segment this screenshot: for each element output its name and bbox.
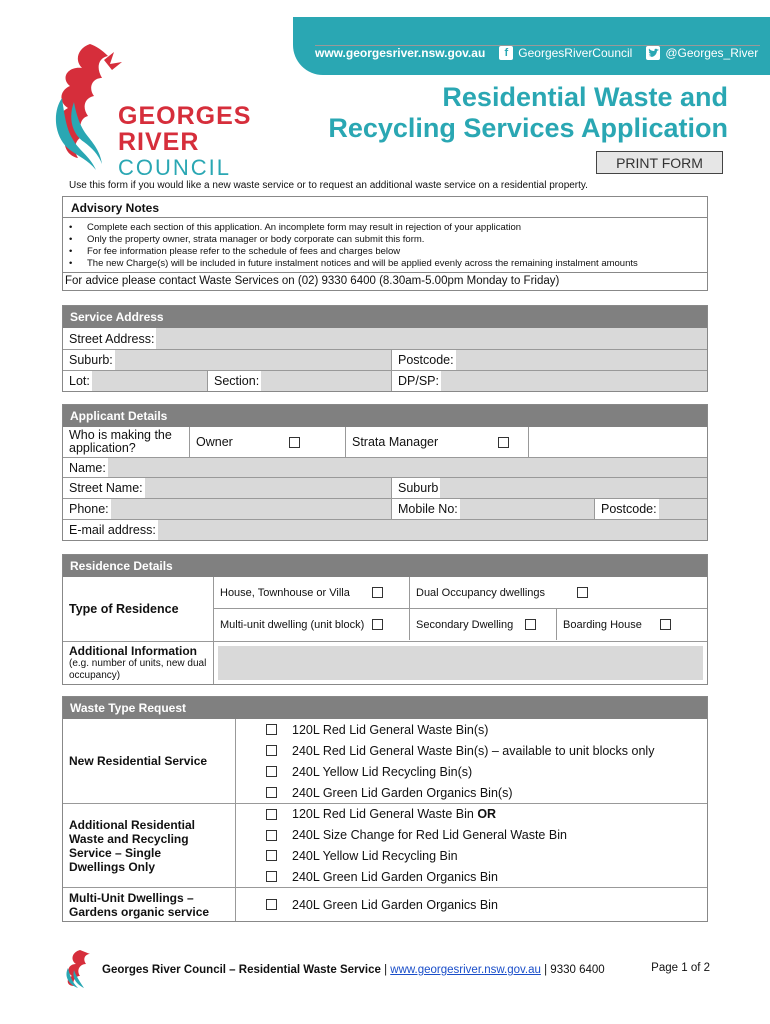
email-field[interactable] bbox=[63, 520, 707, 540]
field-label: Postcode: bbox=[398, 353, 454, 367]
multi-unit-service-label: Multi-Unit Dwellings – Gardens organic service bbox=[69, 890, 210, 919]
advisory-contact: For advice please contact Waste Services on (02) 9330 6400 (8.30am-5.00pm Monday to Friday) bbox=[63, 272, 707, 287]
advisory-item: • For fee information please refer to the schedule of fees and charges below bbox=[67, 246, 707, 258]
option-checkbox[interactable] bbox=[266, 809, 277, 820]
dragon-emblem-icon bbox=[48, 38, 128, 178]
footer-phone: 9330 6400 bbox=[550, 964, 605, 976]
house-option[interactable] bbox=[214, 577, 409, 608]
facebook-link[interactable]: GeorgesRiverCouncil bbox=[518, 46, 633, 60]
applicant-postcode-field[interactable] bbox=[594, 499, 707, 519]
section-heading: Service Address bbox=[63, 306, 707, 328]
street-name-field[interactable] bbox=[63, 478, 391, 498]
option-label: 240L Red Lid General Waste Bin(s) – available to unit blocks only bbox=[292, 743, 655, 758]
footer-separator: | bbox=[540, 964, 551, 976]
advisory-item: • Complete each section of this application. An incomplete form may result in rejection of your application bbox=[67, 222, 707, 234]
secondary-dwelling-option[interactable] bbox=[409, 609, 556, 640]
additional-service-option[interactable] bbox=[266, 807, 707, 821]
applicant-details-section bbox=[62, 404, 708, 541]
option-label: 240L Size Change for Red Lid General Waste Bin bbox=[292, 828, 567, 843]
logo-line-1: GEORGES bbox=[118, 102, 252, 130]
phone-field[interactable] bbox=[63, 499, 391, 519]
option-label: 120L Red Lid General Waste Bin bbox=[292, 807, 474, 822]
advisory-heading: Advisory Notes bbox=[63, 197, 707, 218]
new-service-option[interactable] bbox=[266, 786, 707, 800]
title-line-1: Residential Waste and bbox=[442, 82, 728, 112]
secondary-dwelling-checkbox[interactable] bbox=[525, 619, 536, 630]
advisory-item: • Only the property owner, strata manager or body corporate can submit this form. bbox=[67, 234, 707, 246]
boarding-house-option[interactable] bbox=[556, 609, 707, 640]
house-checkbox[interactable] bbox=[372, 587, 383, 598]
strata-manager-checkbox[interactable] bbox=[498, 437, 509, 448]
mobile-field[interactable] bbox=[391, 499, 594, 519]
owner-option[interactable] bbox=[189, 427, 345, 457]
field-label: Lot: bbox=[69, 374, 90, 388]
service-address-section bbox=[62, 305, 708, 392]
option-checkbox[interactable] bbox=[266, 766, 277, 777]
additional-info-field[interactable] bbox=[213, 642, 707, 684]
footer-logo-icon bbox=[62, 948, 96, 988]
option-label: Owner bbox=[196, 435, 233, 449]
footer-text bbox=[102, 964, 605, 976]
option-checkbox[interactable] bbox=[266, 724, 277, 735]
new-service-option[interactable] bbox=[266, 723, 707, 737]
option-checkbox[interactable] bbox=[266, 850, 277, 861]
multi-unit-service-option[interactable] bbox=[266, 898, 498, 912]
strata-manager-option[interactable] bbox=[345, 427, 528, 457]
option-label: 240L Yellow Lid Recycling Bin bbox=[292, 848, 458, 863]
postcode-field[interactable] bbox=[391, 350, 707, 370]
multi-unit-checkbox[interactable] bbox=[372, 619, 383, 630]
applicant-type-label: Who is making the application? bbox=[69, 428, 172, 455]
field-label: Street Name: bbox=[69, 481, 143, 495]
street-address-field[interactable] bbox=[63, 328, 707, 349]
field-label: Phone: bbox=[69, 502, 109, 516]
additional-service-option[interactable] bbox=[266, 849, 707, 863]
option-label: 240L Yellow Lid Recycling Bin(s) bbox=[292, 764, 473, 779]
owner-checkbox[interactable] bbox=[289, 437, 300, 448]
print-form-button[interactable]: PRINT FORM bbox=[596, 151, 723, 174]
page-title bbox=[328, 82, 728, 144]
logo-line-3: COUNCIL bbox=[118, 155, 232, 180]
field-label: Name: bbox=[69, 460, 106, 475]
facebook-icon: f bbox=[499, 46, 513, 60]
footer-separator: | bbox=[380, 964, 391, 976]
option-or: OR bbox=[477, 807, 497, 822]
option-label: House, Townhouse or Villa bbox=[220, 586, 350, 599]
field-label: Section: bbox=[214, 374, 260, 388]
lot-field[interactable] bbox=[63, 371, 207, 391]
twitter-icon bbox=[646, 46, 660, 60]
section-field[interactable] bbox=[207, 371, 391, 391]
new-service-label: New Residential Service bbox=[69, 754, 208, 768]
field-label: Street Address: bbox=[69, 331, 155, 346]
option-checkbox[interactable] bbox=[266, 787, 277, 798]
field-label: DP/SP: bbox=[398, 374, 439, 388]
section-heading: Applicant Details bbox=[63, 405, 707, 427]
residence-details-section bbox=[62, 554, 708, 685]
logo-line-2: RIVER bbox=[118, 128, 200, 156]
section-heading: Residence Details bbox=[63, 555, 707, 577]
field-label: Suburb: bbox=[69, 353, 113, 367]
advisory-list bbox=[63, 218, 707, 270]
name-field[interactable] bbox=[63, 458, 707, 477]
option-label: Multi-unit dwelling (unit block) bbox=[220, 618, 365, 631]
waste-type-section bbox=[62, 696, 708, 922]
option-label: Secondary Dwelling bbox=[416, 618, 514, 631]
header-banner bbox=[293, 17, 770, 75]
twitter-link[interactable]: @Georges_River bbox=[665, 46, 759, 60]
additional-service-option[interactable] bbox=[266, 828, 707, 842]
dpsp-field[interactable] bbox=[391, 371, 707, 391]
website-link[interactable]: www.georgesriver.nsw.gov.au bbox=[315, 46, 486, 60]
option-checkbox[interactable] bbox=[266, 745, 277, 756]
multi-unit-option[interactable] bbox=[214, 609, 409, 640]
section-heading: Waste Type Request bbox=[63, 697, 707, 719]
page-number: Page 1 of 2 bbox=[651, 962, 710, 974]
option-label: Boarding House bbox=[563, 618, 642, 631]
additional-service-option[interactable] bbox=[266, 870, 707, 884]
applicant-suburb-field[interactable] bbox=[391, 478, 707, 498]
footer-org: Georges River Council – Residential Waste Service bbox=[102, 964, 381, 976]
advisory-notes bbox=[62, 196, 708, 291]
dual-occupancy-checkbox[interactable] bbox=[577, 587, 588, 598]
footer-website-link[interactable]: www.georgesriver.nsw.gov.au bbox=[390, 964, 541, 976]
boarding-house-checkbox[interactable] bbox=[660, 619, 671, 630]
new-service-option[interactable] bbox=[266, 765, 707, 779]
field-label: E-mail address: bbox=[69, 523, 156, 537]
advisory-item: • The new Charge(s) will be included in future instalment notices and will be applied evenly across the remaining instalment amounts bbox=[67, 258, 707, 270]
page-footer bbox=[62, 948, 722, 988]
option-label: 240L Green Lid Garden Organics Bin bbox=[292, 869, 498, 884]
additional-info-label bbox=[63, 642, 213, 684]
logo-wordmark bbox=[118, 104, 251, 179]
option-checkbox[interactable] bbox=[266, 899, 277, 910]
residence-type-label: Type of Residence bbox=[69, 602, 179, 616]
field-label: Postcode: bbox=[601, 502, 657, 516]
additional-info-hint: (e.g. number of units, new dual occupancy) bbox=[69, 658, 207, 681]
option-checkbox[interactable] bbox=[266, 871, 277, 882]
field-label: Mobile No: bbox=[398, 502, 458, 516]
option-label: 120L Red Lid General Waste Bin(s) bbox=[292, 722, 489, 737]
option-label: Dual Occupancy dwellings bbox=[416, 586, 546, 599]
dual-occupancy-option[interactable] bbox=[409, 577, 707, 608]
applicant-other-cell bbox=[528, 427, 707, 457]
option-checkbox[interactable] bbox=[266, 830, 277, 841]
suburb-field[interactable] bbox=[63, 350, 391, 370]
option-label: Strata Manager bbox=[352, 435, 439, 449]
title-line-2: Recycling Services Application bbox=[328, 113, 728, 143]
new-service-option[interactable] bbox=[266, 744, 707, 758]
additional-service-label: Additional Residential Waste and Recycling Service – Single Dwellings Only bbox=[69, 817, 196, 874]
option-label: 240L Green Lid Garden Organics Bin bbox=[292, 897, 498, 912]
additional-info-heading: Additional Information bbox=[69, 644, 197, 658]
intro-text: Use this form if you would like a new waste service or to request an additional waste service on a residential property. bbox=[69, 180, 588, 191]
option-label: 240L Green Lid Garden Organics Bin(s) bbox=[292, 785, 513, 800]
field-label: Suburb bbox=[398, 481, 439, 495]
